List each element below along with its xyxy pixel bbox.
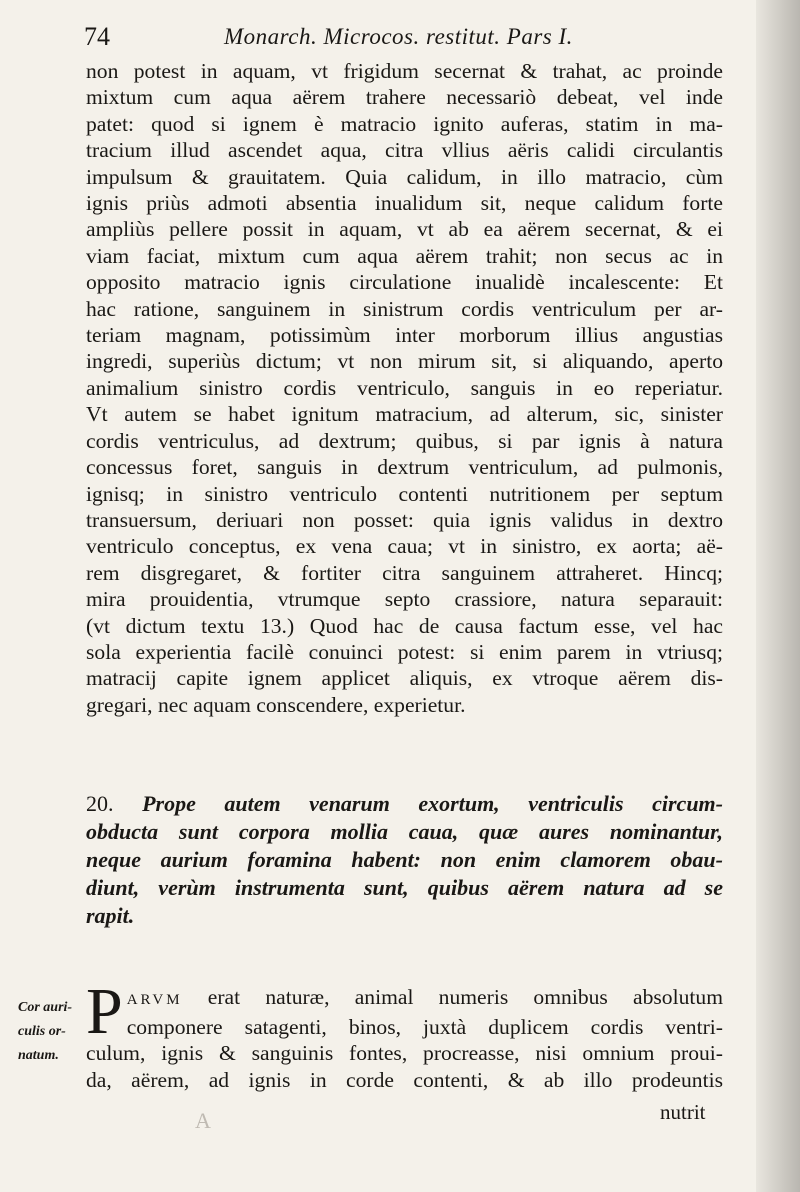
page-edge [756, 0, 800, 1192]
page-number: 74 [84, 22, 110, 51]
paragraph-parum [86, 975, 723, 1093]
text-line: gregari, nec aquam conscendere, experietur. [86, 692, 466, 717]
text-line: matracij capite ignem applicet aliquis, ex vtroque aërem dis- [86, 666, 723, 691]
section-line: diunt, verùm instrumenta sunt, quibus aërem natura ad se [86, 875, 723, 900]
text-line: viam faciat, mixtum cum aqua aërem trahit; non secus ac in [86, 243, 723, 268]
text-line: ignis priùs admoti absentia inualidum sit, neque calidum forte [86, 191, 723, 216]
marginal-line: natum. [18, 1048, 59, 1063]
section-line: obducta sunt corpora mollia caua, quæ aures nominantur, [86, 819, 723, 844]
text-line: componere satagenti, binos, juxtà duplicem cordis ventri- [126, 1014, 723, 1039]
marginal-line: Cor auri- [18, 1000, 73, 1015]
section-20 [86, 790, 723, 930]
text-line-rest: erat naturæ, animal numeris omnibus absolutum [207, 985, 723, 1009]
body-paragraph [86, 58, 723, 718]
text-line: culum, ignis & sanguinis fontes, procreasse, nisi omnium proui- [86, 1041, 723, 1066]
drop-cap: P [86, 975, 123, 1048]
running-title: Monarch. Microcos. restitut. Pars I. [224, 24, 573, 49]
text-line: impulsum & grauitatem. Quia calidum, in illo matracio, cùm [86, 164, 723, 189]
text-line: opposito matracio ignis circulatione inualidè incalescente: Et [86, 270, 723, 295]
text-line: rem disgregaret, & fortiter citra sanguinem attraheret. Hincq; [86, 560, 723, 585]
section-text: Prope autem venarum exortum, ventriculis circum- [142, 791, 723, 816]
catchword: nutrit [660, 1100, 706, 1124]
text-line: teriam magnam, potissimùm inter morborum illius angustias [86, 323, 723, 348]
text-line: sola experientia facilè conuinci potest: si enim parem in vtriusq; [86, 639, 723, 664]
text-line: ampliùs pellere possit in aquam, vt ab ea aërem secernat, & ei [86, 217, 723, 242]
text-line: da, aërem, ad ignis in corde contenti, & ab illo prodeuntis [86, 1067, 723, 1092]
text-line: ignisq; in sinistro ventriculo contenti nutritionem per septum [86, 481, 723, 506]
text-line: hac ratione, sanguinem in sinistrum cordis ventriculum per ar- [86, 296, 723, 321]
text-line: mira prouidentia, vtrumque septo crassiore, natura separauit: [86, 587, 723, 612]
text-line: concessus foret, sanguis in dextrum ventriculum, ad pulmonis, [86, 455, 723, 480]
text-line: ventriculo conceptus, ex vena caua; vt in sinistro, ex aorta; aë- [86, 534, 723, 559]
running-header [84, 22, 724, 58]
text-line: mixtum cum aqua aërem trahere necessariò debeat, vel inde [86, 85, 723, 110]
bleed-through-mark: A [195, 1108, 211, 1133]
marginal-note [18, 996, 88, 1068]
text-line: tracium illud ascendet aqua, citra vllius aëris calidi circulantis [86, 138, 723, 163]
text-line: animalium sinistro cordis ventriculo, sanguis in eo reperiatur. [86, 375, 723, 400]
text-line: cordis ventriculus, ad dextrum; quibus, si par ignis à natura [86, 428, 723, 453]
marginal-line: culis or- [18, 1024, 66, 1039]
text-line: non potest in aquam, vt frigidum secernat & trahat, ac proinde [86, 59, 723, 83]
text-line: ingredi, superiùs dictum; vt non mirum sit, si aliquando, aperto [86, 349, 723, 374]
section-line: rapit. [86, 903, 135, 928]
text-line: patet: quod si ignem è matracio ignito auferas, statim in ma- [86, 111, 723, 136]
small-caps-word: ARVM [126, 992, 183, 1008]
text-line: transuersum, deriuari non posset: quia ignis validus in dextro [86, 507, 723, 532]
section-line: neque aurium foramina habent: non enim clamorem obau- [86, 847, 723, 872]
text-line: (vt dictum textu 13.) Quod hac de causa factum esse, vel hac [86, 613, 723, 638]
text-line [86, 984, 723, 1014]
section-number: 20. [86, 791, 114, 816]
text-line: Vt autem se habet ignitum matracium, ad alterum, sic, sinister [86, 402, 723, 427]
section-line [86, 790, 723, 818]
